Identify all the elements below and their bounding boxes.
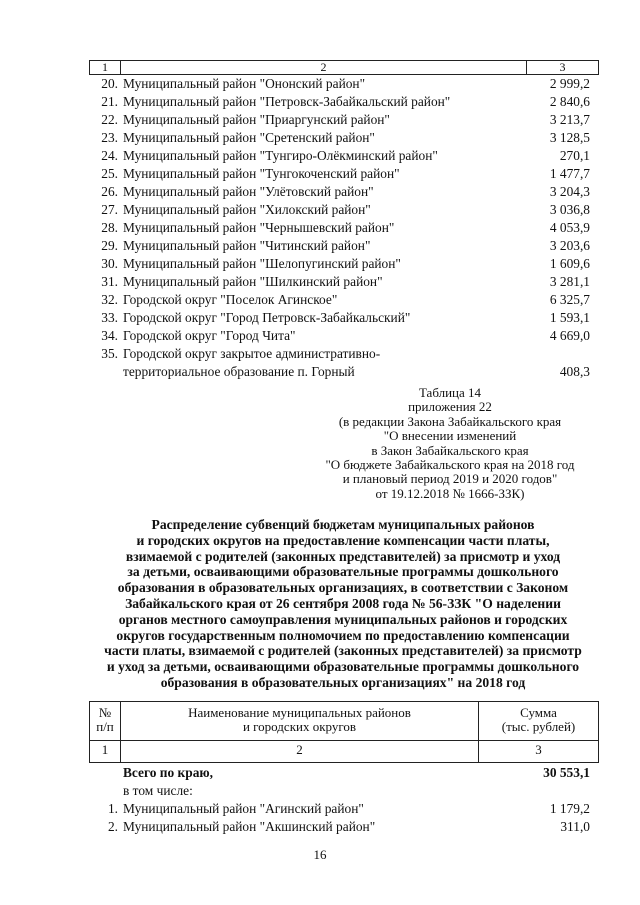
row-number: 29.	[101, 238, 118, 254]
list-item	[96, 129, 590, 147]
table-header	[89, 701, 599, 763]
list-item	[96, 309, 590, 327]
title-line: Забайкальского края от 26 сентября 2008 года № 56-ЗЗК "О наделении	[125, 595, 561, 611]
row-name: Городской округ закрытое административно-	[123, 346, 381, 361]
title-line: части платы, взимаемой с родителей (законных представителей) за присмотр	[104, 643, 582, 659]
row-value: 1 477,7	[549, 166, 590, 182]
header-text: Наименование муниципальных районов	[188, 705, 411, 720]
row-number: 23.	[101, 130, 118, 146]
row-name: Муниципальный район "Ононский район"	[123, 76, 366, 91]
row-name: Муниципальный район "Сретенский район"	[123, 130, 375, 146]
row-name: Муниципальный район "Читинский район"	[123, 238, 371, 254]
row-value: 1 179,2	[549, 801, 590, 816]
note-line: "О бюджете Забайкальского края на 2018 год	[325, 457, 575, 473]
header-text: (тыс. рублей)	[501, 719, 576, 734]
title-line: образования в образовательных организациях, в соответствии с Законом	[117, 580, 569, 596]
row-number: 21.	[101, 94, 118, 110]
row-name: Муниципальный район "Шелопугинский район"	[123, 256, 401, 272]
note-line: приложения 22	[408, 399, 492, 415]
title-line: и городских округов на предоставление компенсации части платы,	[136, 532, 550, 548]
row-number: 32.	[101, 292, 118, 308]
row-number: 22.	[101, 112, 118, 128]
row-number: 33.	[101, 310, 118, 326]
row-number: 1.	[107, 801, 118, 816]
list-item	[96, 818, 590, 836]
page-number: 16	[313, 847, 327, 862]
list-item	[96, 183, 590, 201]
header-text: и городских округов	[242, 719, 357, 734]
row-number: 35.	[101, 346, 118, 361]
table-note	[300, 386, 600, 501]
row-number: 26.	[101, 184, 118, 200]
total-sub-label: в том числе:	[123, 783, 193, 798]
row-name: Муниципальный район "Чернышевский район"	[123, 220, 395, 236]
row-number: 24.	[101, 148, 118, 164]
row-name: Муниципальный район "Тунгиро-Олёкминский район"	[123, 148, 438, 164]
title-line: округов государственным полномочием по предоставлению компенсации	[116, 627, 570, 643]
row-value: 3 203,6	[549, 238, 590, 254]
list-item	[96, 327, 590, 345]
row-value: 1 593,1	[549, 310, 590, 326]
row-value: 311,0	[560, 819, 590, 834]
row-value: 3 204,3	[549, 184, 590, 200]
list-item	[96, 219, 590, 237]
col-number-2: 2	[320, 60, 327, 74]
header-text: п/п	[96, 719, 114, 734]
col-number-2: 2	[296, 742, 303, 757]
note-line: Таблица 14	[418, 385, 482, 400]
row-number: 28.	[101, 220, 118, 236]
row-number: 27.	[101, 202, 118, 218]
list-item	[96, 255, 590, 273]
col-number-1: 1	[102, 60, 108, 74]
list-item	[96, 201, 590, 219]
list-item	[96, 93, 590, 111]
col-number-3: 3	[535, 742, 542, 757]
row-number: 34.	[101, 328, 118, 344]
row-value: 6 325,7	[549, 292, 590, 308]
row-name: Городской округ "Поселок Агинское"	[123, 292, 338, 308]
row-name: Городской округ "Город Чита"	[123, 328, 296, 344]
note-line: от 19.12.2018 № 1666-ЗЗК)	[375, 485, 525, 501]
title-line: и уход за детьми, осваивающими образовательные программы дошкольного	[106, 659, 580, 675]
list-item-continuation	[96, 363, 590, 381]
row-name: Муниципальный район "Акшинский район"	[123, 819, 376, 834]
list-item	[96, 237, 590, 255]
list-item	[96, 165, 590, 183]
row-value: 2 840,6	[549, 94, 590, 110]
list-item	[96, 345, 590, 363]
list-item	[96, 273, 590, 291]
title-line: Распределение субвенций бюджетам муниципальных районов	[151, 517, 535, 532]
row-value: 3 036,8	[549, 202, 590, 218]
row-number: 2.	[107, 819, 118, 834]
header-cell-num	[90, 706, 120, 734]
row-name: Муниципальный район "Приаргунский район"	[123, 112, 390, 128]
row-name: Муниципальный район "Агинский район"	[123, 801, 364, 816]
list-item	[96, 800, 590, 818]
row-name: Муниципальный район "Тунгокоченский район"	[123, 166, 400, 182]
row-value: 270,1	[559, 148, 590, 164]
list-item	[96, 75, 590, 93]
total-sub	[96, 782, 590, 800]
row-number: 31.	[101, 274, 118, 290]
total-label: Всего по краю,	[123, 765, 213, 780]
row-value: 408,3	[559, 364, 590, 379]
row-name: Муниципальный район "Улётовский район"	[123, 184, 374, 200]
list-item	[96, 111, 590, 129]
divider	[90, 740, 598, 741]
row-number: 20.	[101, 76, 118, 91]
row-name: Муниципальный район "Шилкинский район"	[123, 274, 383, 290]
header-text: №	[98, 705, 112, 720]
title-line: образования в образовательных организациях" на 2018 год	[160, 674, 526, 690]
row-value: 3 281,1	[549, 274, 590, 290]
row-name: Муниципальный район "Хилокский район"	[123, 202, 371, 218]
title-line: за детьми, осваивающими образовательные программы дошкольного	[127, 564, 559, 580]
total-row	[96, 764, 590, 782]
total-value: 30 553,1	[543, 765, 590, 780]
row-value: 3 128,5	[549, 130, 590, 146]
col-number-3: 3	[559, 60, 566, 74]
row-value: 4 053,9	[549, 220, 590, 236]
list-item	[96, 147, 590, 165]
header-cell-name	[121, 706, 478, 734]
row-number: 30.	[101, 256, 118, 272]
row-value: 3 213,7	[549, 112, 590, 128]
row-name: Муниципальный район "Петровск-Забайкальский район"	[123, 94, 451, 110]
title-line: взимаемой с родителей (законных представителей) за присмотр и уход	[125, 548, 561, 564]
note-line: (в редакции Закона Забайкальского края	[338, 413, 562, 429]
header-text: Сумма	[520, 705, 557, 720]
row-value: 4 669,0	[549, 328, 590, 344]
row-name: территориальное образование п. Горный	[123, 364, 355, 379]
page-title	[88, 517, 598, 691]
row-value: 2 999,2	[549, 76, 590, 91]
note-line: "О внесении изменений	[383, 428, 517, 444]
top-column-header	[89, 60, 599, 75]
note-line: и плановый период 2019 и 2020 годов"	[342, 471, 558, 487]
note-line: в Закон Забайкальского края	[371, 442, 529, 458]
header-cell-sum	[479, 706, 598, 734]
title-line: органов местного самоуправления муниципальных районов и городских	[118, 611, 568, 627]
row-name: Городской округ "Город Петровск-Забайкальский"	[123, 310, 411, 326]
list-item	[96, 291, 590, 309]
row-number: 25.	[101, 166, 118, 182]
col-number-1: 1	[101, 742, 109, 757]
row-value: 1 609,6	[549, 256, 590, 272]
